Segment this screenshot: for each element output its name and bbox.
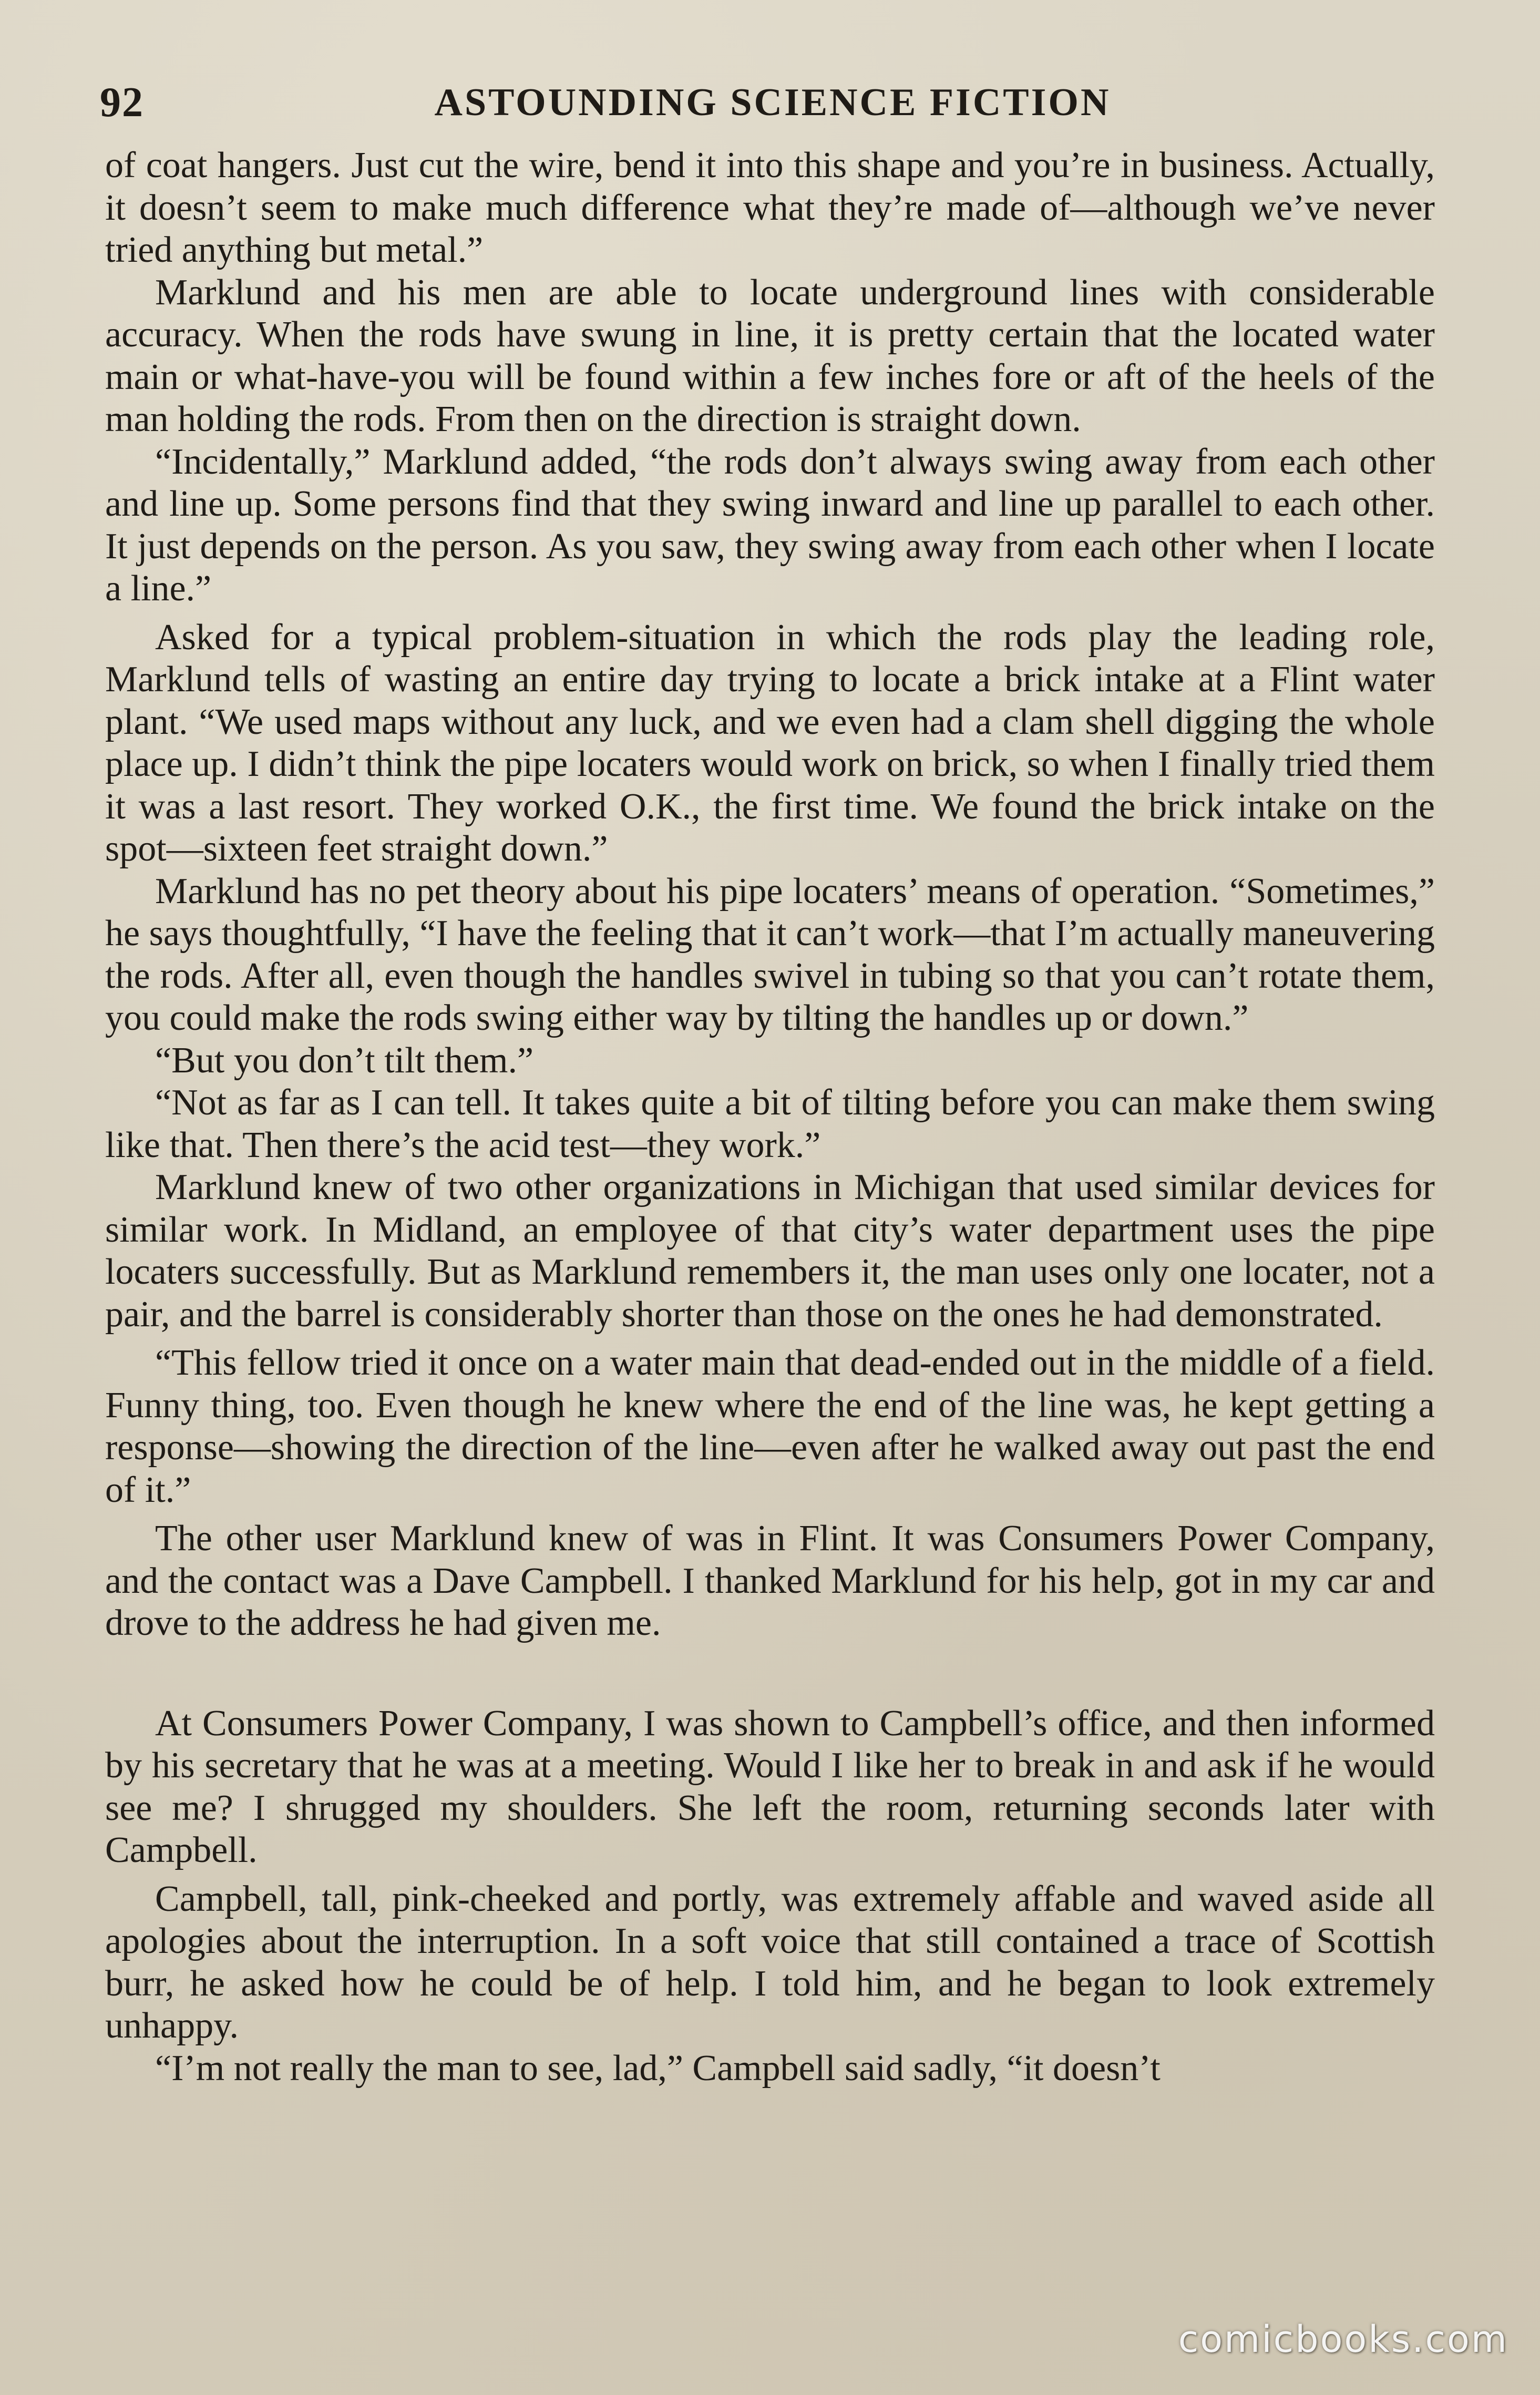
paragraph: “But you don’t tilt them.” — [155, 1040, 534, 1081]
paragraph: Campbell, tall, pink-cheeked and portly, was extremely affable and waved aside all apologies about the interruption. In a soft voice that still contained a trace of Scottish burr, he asked how he could be of help. I told him, and he began to look extremely unhappy. — [105, 1878, 1435, 2046]
paragraph: Marklund has no pet theory about his pipe locaters’ means of operation. “Sometimes,” he says thoughtfully, “I have the feeling that it can’t work—that I’m actually maneuvering the rods. After all, even though the handles swivel in tubing so that you can’t rotate them, you could make the rods swing either way by tilting the handles up or down.” — [105, 871, 1435, 1038]
paragraph: “I’m not really the man to see, lad,” Campbell said sadly, “it doesn’t — [155, 2048, 1161, 2089]
paragraph-continued: of coat hangers. Just cut the wire, bend it into this shape and you’re in business. Actually, it doesn’t seem to make much difference what they’re made of—although we’ve never tried anything but metal.” — [105, 145, 1435, 270]
paragraph-section-start: At Consumers Power Company, I was shown to Campbell’s office, and then informed by his secretary that he was at a meeting. Would I like her to break in and ask if he would see me? I shrugged my shoulders. She left the room, returning seconds later with Campbell. — [105, 1703, 1435, 1870]
paragraph: “Not as far as I can tell. It takes quite a bit of tilting before you can make them swing like that. Then there’s the acid test—they work.” — [105, 1082, 1435, 1165]
running-head: ASTOUNDING SCIENCE FICTION — [434, 81, 1111, 124]
paragraph: “This fellow tried it once on a water main that dead-ended out in the middle of a field. Funny thing, too. Even though he knew where the end of the line was, he kept getting a response—showing the direction of the line—even after he walked away out past the end of it.” — [105, 1343, 1435, 1510]
paragraph: Asked for a typical problem-situation in which the rods play the leading role, Marklund tells of wasting an entire day trying to locate a brick intake at a Flint water plant. “We used maps without any luck, and we even had a clam shell digging the whole place up. I didn’t think the pipe locaters would work on brick, so when I finally tried them it was a last resort. They worked O.K., the first time. We found the brick intake on the spot—sixteen feet straight down.” — [105, 617, 1435, 869]
article-body — [105, 145, 1435, 2289]
paragraph: Marklund and his men are able to locate underground lines with considerable accuracy. When the rods have swung in line, it is pretty certain that the located water main or what-have-you will be found within a few inches fore or aft of the heels of the man holding the rods. From then on the direction is straight down. — [105, 272, 1435, 439]
page-number: 92 — [100, 79, 144, 126]
paragraph: The other user Marklund knew of was in Flint. It was Consumers Power Company, and the contact was a Dave Campbell. I thanked Marklund for his help, got in my car and drove to the address he had given me. — [105, 1518, 1435, 1643]
site-watermark: comicbooks.com — [1178, 2318, 1508, 2361]
paragraph: “Incidentally,” Marklund added, “the rods don’t always swing away from each other and line up. Some persons find that they swing inward and line up parallel to each other. It just depends on the person. As you saw, they swing away from each other when I locate a line.” — [105, 441, 1435, 609]
page-header — [100, 74, 1445, 131]
paragraph: Marklund knew of two other organizations in Michigan that used similar devices for similar work. In Midland, an employee of that city’s water department uses the pipe locaters successfully. But as Marklund remembers it, the man uses only one locater, not a pair, and the barrel is considerably shorter than those on the ones he had demonstrated. — [105, 1167, 1435, 1335]
